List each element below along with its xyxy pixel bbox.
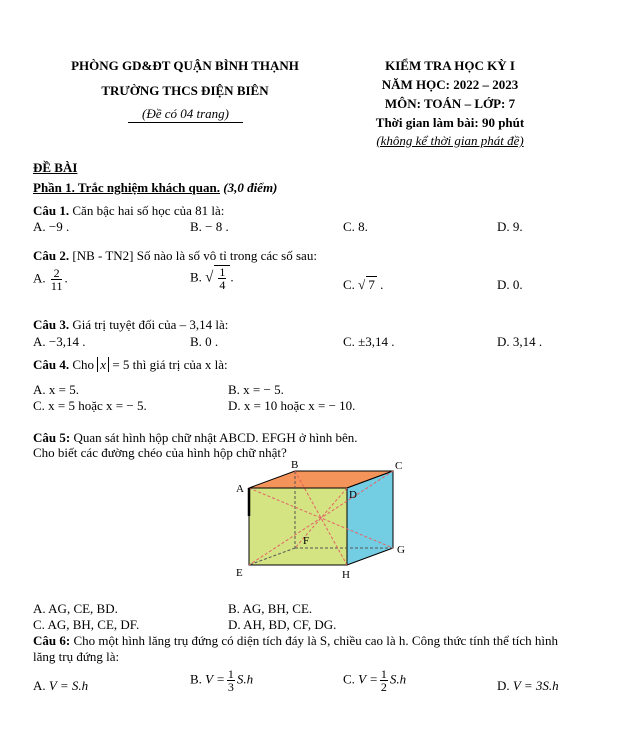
q6-a-formula: V = S.h [48,678,89,693]
q6-a-prefix: A. [33,678,46,693]
page-count-note: (Đề có 04 trang) [128,106,243,123]
q4-text-pre: Cho [72,357,95,372]
q3-text: Giá trị tuyệt đối của – 3,14 là: [72,317,229,332]
q2-option-d: D. 0. [497,277,523,292]
q4-text-post: thì giá trị của x là: [132,357,228,372]
q1-option-a: A. −9 . [33,219,70,234]
vertex-f-label: F [303,535,310,547]
q2-a-prefix: A. [33,270,46,286]
q6-label: Câu 6: [33,633,71,648]
school-name: TRƯỜNG THCS ĐIỆN BIÊN [101,83,269,98]
q6-d-formula: V = 3S.h [512,678,559,693]
q6-d-prefix: D. [497,678,510,693]
q2-a-suffix: . [64,270,68,286]
q2-label: Câu 2. [33,248,70,263]
q3-label: Câu 3. [33,317,70,332]
q1-option-d: D. 9. [497,219,523,234]
sqrt-icon: √ [205,269,214,286]
q2-a-fraction [51,267,63,292]
q4-option-c: C. x = 5 hoặc x = − 5. [33,398,147,413]
vertex-h-label: H [342,569,350,581]
q2-c-suffix: . [380,277,384,292]
q5-option-d: D. AH, BD, CF, DG. [228,617,337,632]
q1-label: Câu 1. [33,203,70,218]
q2-text: [NB - TN2] Số nào là số vô tỉ trong các số sau: [72,248,317,263]
q6-option-c [343,668,406,693]
q5-label: Câu 5: [33,430,71,445]
q2-option-c [343,276,383,293]
q5-option-a: A. AG, CE, BD. [33,601,118,616]
q6-b-den: 3 [227,680,234,694]
q6-c-num: 1 [380,667,387,681]
q6-b-lhs: V = [205,671,225,687]
q2-c-prefix: C. [343,277,355,292]
part1-points: (3,0 điểm) [223,180,278,195]
side-face [347,471,393,565]
school-year: NĂM HỌC: 2022 – 2023 [381,77,519,92]
duration-note: (không kể thời gian phát đề) [376,133,524,148]
q2-b-num: 1 [219,265,226,279]
q3-option-c: C. ±3,14 . [343,334,395,349]
exam-title: KIỂM TRA HỌC KỲ I [385,58,515,73]
department-name: PHÒNG GD&ĐT QUẬN BÌNH THẠNH [71,58,299,73]
q2-option-a [33,267,68,292]
q6-b-rhs: S.h [236,671,254,687]
duration: Thời gian làm bài: 90 phút [375,115,525,130]
q5-text1: Quan sát hình hộp chữ nhật ABCD. EFGH ở hình bên. [73,430,358,445]
part1-heading [33,180,277,196]
q4-option-a: A. x = 5. [33,382,79,397]
q2-b-prefix: B. [190,269,202,285]
q2-stem [33,248,317,264]
q6-c-prefix: C. [343,671,355,687]
vertex-c-label: C [395,460,403,472]
q3-stem [33,317,228,333]
q6-option-d [497,678,559,694]
q6-c-rhs: S.h [389,671,407,687]
q2-a-den: 11 [50,279,63,293]
q2-b-den: 4 [219,278,226,292]
vertex-d-label: D [349,489,357,501]
q4-option-b: B. x = − 5. [228,382,284,397]
q1-text: Căn bậc hai số học của 81 là: [72,203,225,218]
section-title: ĐỀ BÀI [33,160,78,175]
q5-stem [33,430,357,446]
q4-stem [33,357,228,373]
part1-title: Phần 1. Trắc nghiệm khách quan. [33,180,220,195]
q3-option-b: B. 0 . [190,334,219,349]
q2-c-radicand: 7 [368,277,375,292]
q6-option-b [190,668,253,693]
q3-option-a: A. −3,14 . [33,334,86,349]
q2-b-suffix: . [230,269,234,285]
front-face [249,488,347,565]
q5-option-b: B. AG, BH, CE. [228,601,313,616]
vertex-e-label: E [236,567,243,579]
q6-b-num: 1 [227,667,234,681]
q6-text2: lăng trụ đứng là: [33,649,120,664]
q4-text-eq: = 5 [112,357,130,372]
q3-option-d: D. 3,14 . [497,334,543,349]
q6-c-fraction [380,668,388,693]
q4-abs-var: x [97,357,109,372]
q5-option-c: C. AG, BH, CE, DF. [33,617,140,632]
q6-b-fraction [227,668,235,693]
q2-b-fraction [218,266,226,291]
sqrt-icon: √ [358,277,366,292]
vertex-a-label: A [236,483,244,495]
q6-option-a [33,678,88,694]
vertex-b-label: B [291,459,299,471]
q4-label: Câu 4. [33,357,70,372]
q1-option-c: C. 8. [343,219,368,234]
q1-stem [33,203,224,219]
q6-c-lhs: V = [358,671,378,687]
rectangular-box-figure [225,458,425,583]
q6-b-prefix: B. [190,671,202,687]
q6-c-den: 2 [380,680,387,694]
subject: MÔN: TOÁN – LỚP: 7 [384,96,516,111]
q2-option-b [190,265,234,291]
q6-text1: Cho một hình lăng trụ đứng có diện tích đáy là S, chiều cao là h. Công thức tính thể tích hình [73,633,558,648]
q5-text2: Cho biết các đường chéo của hình hộp chữ nhật? [33,445,287,460]
q6-stem [33,633,558,649]
q4-option-d: D. x = 10 hoặc x = − 10. [228,398,356,413]
q2-a-num: 2 [51,267,63,280]
q1-option-b: B. − 8 . [190,219,229,234]
vertex-g-label: G [397,544,405,556]
